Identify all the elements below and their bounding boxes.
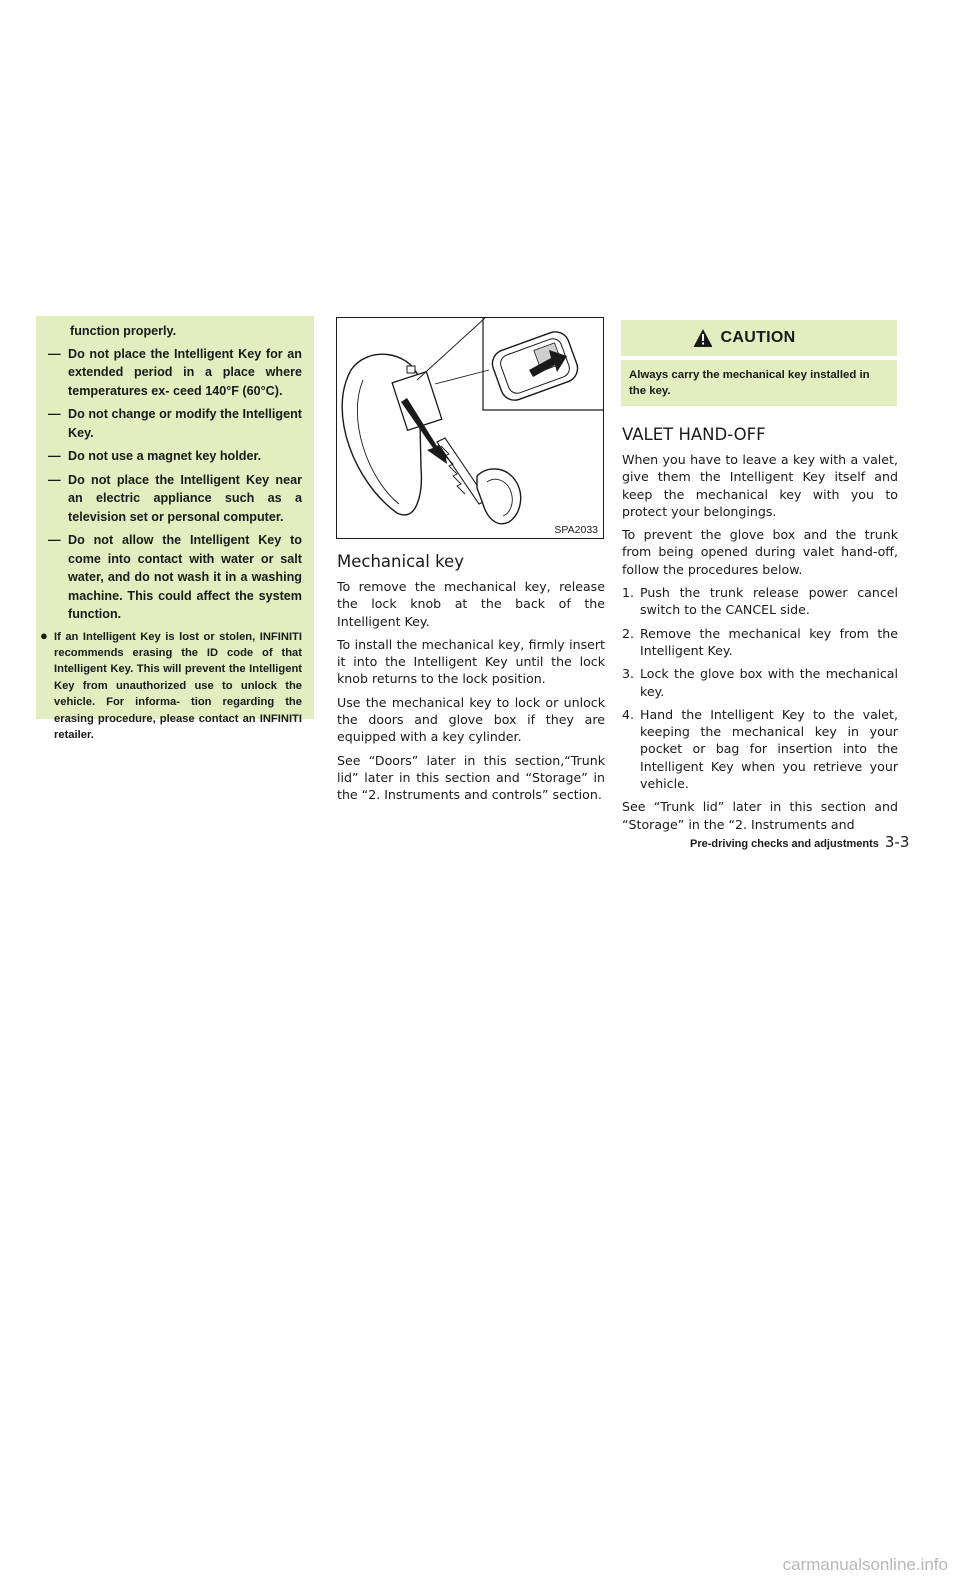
caution-header [621,320,897,356]
paragraph: To prevent the glove box and the trunk from being opened during valet hand-off, follow the procedures below. [622,527,898,577]
valet-section [622,424,898,839]
page-number: 3-3 [884,833,910,851]
warning-dash-item: — Do not place the Intelligent Key near an electric appliance such as a television set or personal computer. [48,472,302,524]
paragraph: To remove the mechanical key, release the lock knob at the back of the Intelligent Key. [337,579,605,629]
step-item: 2. Remove the mechanical key from the Intelligent Key. [622,625,898,658]
warning-dash-item: — Do not change or modify the Intelligent Key. [48,407,302,440]
key-illustration-icon [337,318,603,538]
warning-dash-item: — Do not place the Intelligent Key for an extended period in a place where temperatures ex- ceed 140°F (60°C). [48,346,302,398]
mechanical-key-figure [336,317,604,539]
warning-bullet-item: ● If an Intelligent Key is lost or stolen, INFINITI recommends erasing the ID code of that Intelligent Key. This will prevent the Intelligent Key from unauthorized use to unlock the vehicle. For informa- tion regarding the erasing procedure, please contact an INFINITI retailer. [40,627,302,741]
warning-dash-item: — Do not allow the Intelligent Key to come into contact with water or salt water, and do not wash it in a washing machine. This could affect the system function. [48,533,302,621]
footer-section-title: Pre-driving checks and adjustments [690,838,879,850]
page-footer [690,832,910,851]
warning-text [40,322,302,743]
paragraph: When you have to leave a key with a valet, give them the Intelligent Key itself and keep the mechanical key with you to protect your belongings. [622,452,898,519]
figure-code: SPA2033 [554,524,598,536]
mechanical-key-section [337,551,605,810]
paragraph: Use the mechanical key to lock or unlock the doors and glove box if they are equipped with a key cylinder. [337,694,605,745]
step-item: 1. Push the trunk release power cancel switch to the CANCEL side. [622,585,898,618]
step-item: 4. Hand the Intelligent Key to the valet, keeping the mechanical key in your pocket or bag for insertion into the Intelligent Key when you retrieve your vehicle. [622,706,898,792]
paragraph: See “Trunk lid” later in this section and “Storage” in the “2. Instruments and [622,799,898,832]
paragraph: To install the mechanical key, firmly insert it into the Intelligent Key until the lock knob returns to the lock position. [337,636,605,687]
warning-continuation: function properly. [70,324,177,338]
section-heading: VALET HAND-OFF [622,425,766,444]
caution-label: CAUTION [720,329,796,346]
section-heading: Mechanical key [337,552,464,571]
step-item: 3. Lock the glove box with the mechanical key. [622,666,898,699]
warning-triangle-icon [693,328,713,348]
watermark[interactable]: carmanualsonline.info [782,1555,948,1574]
warning-dash-item: — Do not use a magnet key holder. [48,449,262,463]
caution-text: Always carry the mechanical key installed in the key. [621,360,897,406]
bullet-icon: ● [40,627,48,643]
paragraph: See “Doors” later in this section,“Trunk lid” later in this section and “Storage” in the “2. Instruments and controls” section. [337,752,605,803]
